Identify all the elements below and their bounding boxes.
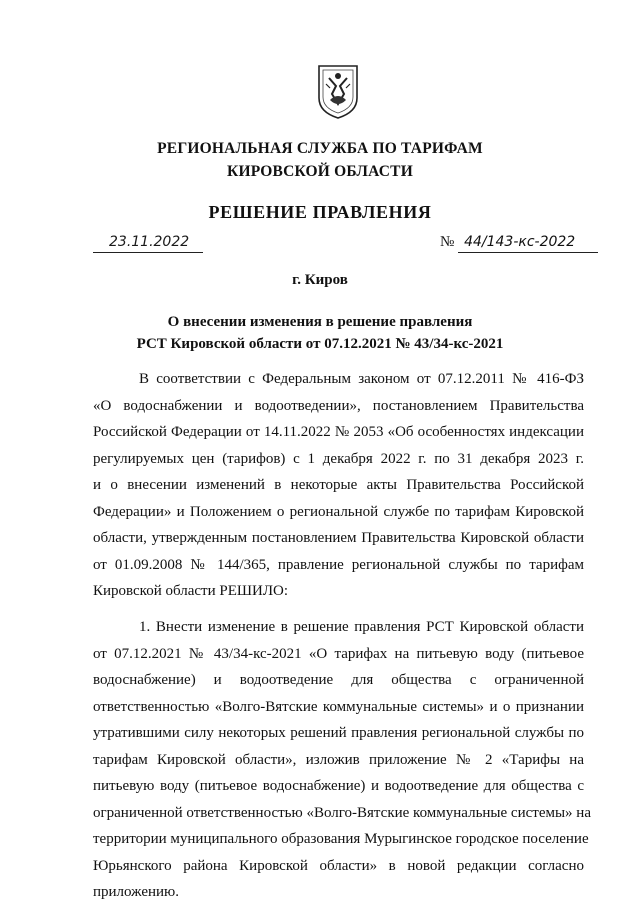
text-line: от 07.12.2021 № 43/34-кс-2021 «О тарифах на питьевую воду (питьевое [93,645,584,662]
text-line: от 01.09.2008 № 144/365, правление региональной службы по тарифам [93,556,584,573]
paragraph-preamble [93,366,584,605]
text-line: ответственностью «Волго-Вятские коммунальные системы» и о признании [93,698,584,715]
text-line: и о внесении изменений в некоторые акты Правительства Российской [93,477,584,493]
text-line: регулируемых цен (тарифов) с 1 декабря 2022 г. по 31 декабря 2023 г. [93,450,584,467]
org-name-line2: КИРОВСКОЙ ОБЛАСТИ [227,163,413,180]
paragraph-item-1 [93,614,591,906]
text-line: питьевую воду (питьевое водоснабжение) и водоотведение для общества с [93,778,584,794]
text-line: водоснабжение) и водоотведение для общества с ограниченной [93,672,584,688]
text-line: тарифам Кировской области», изложив приложение № 2 «Тарифы на [93,751,584,768]
text-line: Российской Федерации от 14.11.2022 № 2053 «Об особенностях индексации [93,424,584,440]
text-line: приложению. [93,884,180,900]
org-name-line1: РЕГИОНАЛЬНАЯ СЛУЖБА ПО ТАРИФАМ [157,140,483,157]
city-line: г. Киров [292,272,348,288]
decision-date: 23.11.2022 [93,232,203,253]
text-line: утратившими силу некоторых решений правления региональной службы по [93,725,584,741]
text-line: области, утвержденным постановлением Правительства Кировской области [93,530,584,546]
text-line: Кировской области РЕШИЛО: [93,583,289,599]
text-line: Федерации» и Положением о региональной службе по тарифам Кировской [93,503,584,520]
number-sign: № [440,234,455,250]
subject-line1: О внесении изменения в решение правления [167,314,473,330]
text-line: «О водоснабжении и водоотведении», постановлением Правительства [93,397,584,414]
text-line: ограниченной ответственностью «Волго-Вятские коммунальные системы» на [93,804,591,821]
coat-of-arms-icon [316,64,360,120]
text-line: 1. Внести изменение в решение правления РСТ Кировской области [139,619,584,635]
decision-number-block [440,232,598,253]
text-line: территории муниципального образования Мурыгинское городское поселение [93,831,589,847]
document-title: РЕШЕНИЕ ПРАВЛЕНИЯ [208,202,432,222]
text-line: В соответствии с Федеральным законом от 07.12.2011 № 416-ФЗ [139,371,584,387]
decision-number: 44/143-кс-2022 [458,232,598,253]
subject-line2: РСТ Кировской области от 07.12.2021 № 43/34-кс-2021 [136,336,504,352]
text-line: Юрьянского района Кировской области» в новой редакции согласно [93,857,584,874]
